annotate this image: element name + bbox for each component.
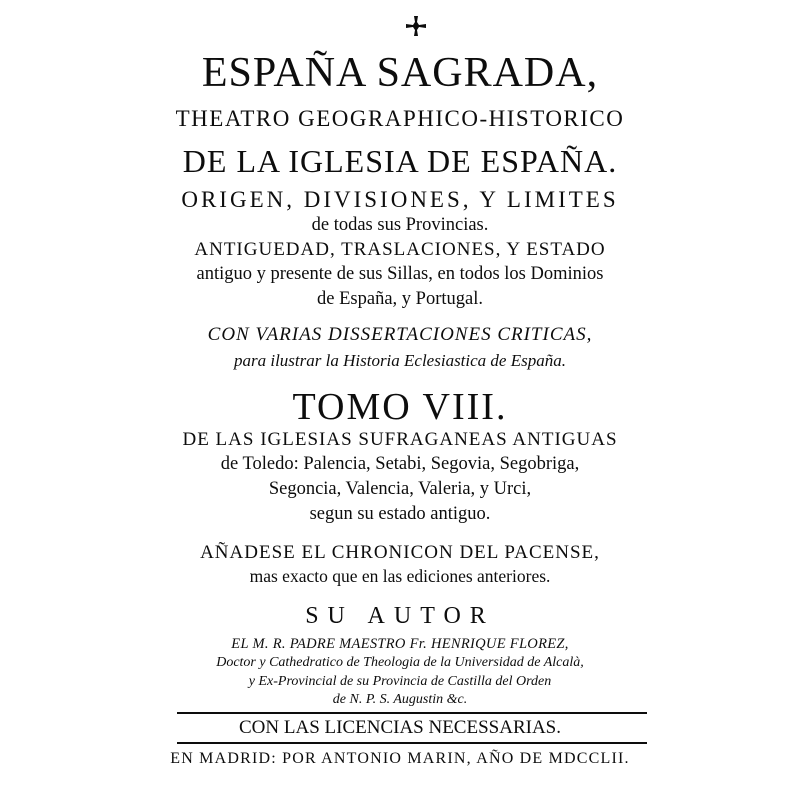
autor-heading: SU AUTOR — [305, 603, 495, 629]
licencias-line: CON LAS LICENCIAS NECESSARIAS. — [239, 717, 561, 738]
chronicon-heading: AÑADESE EL CHRONICON DEL PACENSE, — [200, 542, 600, 563]
dissertaciones-line: para ilustrar la Historia Eclesiastica de España. — [234, 351, 566, 370]
subtitle-iglesia: DE LA IGLESIA DE ESPAÑA. — [182, 143, 618, 179]
subtitle-theatro: THEATRO GEOGRAPHICO-HISTORICO — [175, 106, 625, 131]
iglesias-line-2: Segoncia, Valencia, Valeria, y Urci, — [268, 479, 532, 499]
antiguedad-line-2: de España, y Portugal. — [317, 289, 483, 309]
cross-pattee-icon — [404, 14, 428, 38]
autor-line-4: de N. P. S. Augustin &c. — [332, 692, 468, 707]
antiguedad-line-1: antiguo y presente de sus Sillas, en todos los Dominios — [196, 264, 604, 284]
dissertaciones-heading: CON VARIAS DISSERTACIONES CRITICAS, — [207, 324, 593, 345]
iglesias-line-3: segun su estado antiguo. — [309, 504, 491, 524]
tomo-heading: TOMO VIII. — [292, 386, 508, 428]
top-rule — [177, 712, 647, 714]
imprint-line: EN MADRID: POR ANTONIO MARIN, AÑO DE MDCCLII. — [170, 750, 630, 767]
bottom-rule — [177, 742, 647, 744]
antiguedad-heading: ANTIGUEDAD, TRASLACIONES, Y ESTADO — [194, 239, 606, 260]
origen-line: de todas sus Provincias. — [311, 215, 489, 235]
iglesias-heading: DE LAS IGLESIAS SUFRAGANEAS ANTIGUAS — [182, 429, 618, 450]
iglesias-line-1: de Toledo: Palencia, Setabi, Segovia, Segobriga, — [220, 454, 580, 474]
main-title: ESPAÑA SAGRADA, — [201, 50, 599, 96]
autor-line-1: EL M. R. PADRE MAESTRO Fr. HENRIQUE FLOREZ, — [231, 636, 569, 652]
autor-line-3: y Ex-Provincial de su Provincia de Castilla del Orden — [248, 674, 552, 689]
chronicon-line: mas exacto que en las ediciones anteriores. — [249, 566, 551, 586]
autor-line-2: Doctor y Cathedratico de Theologia de la Universidad de Alcalà, — [216, 655, 584, 670]
origen-heading: ORIGEN, DIVISIONES, Y LIMITES — [181, 187, 619, 212]
